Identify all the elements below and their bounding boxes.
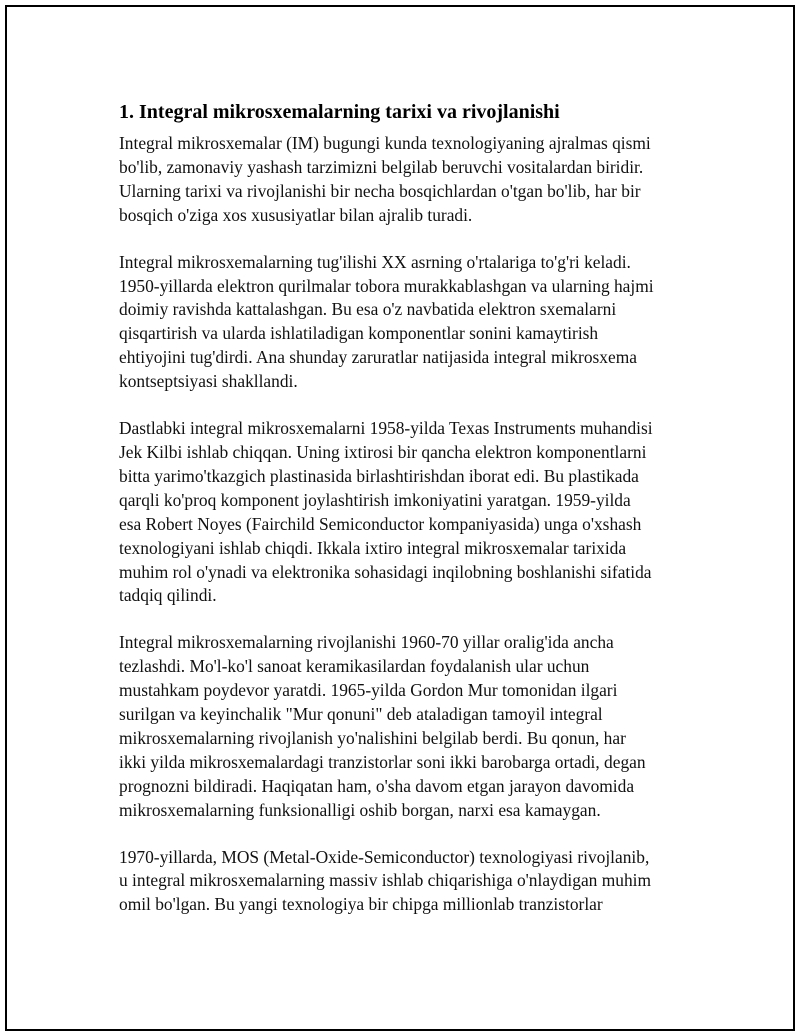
paragraph-development [119, 631, 709, 822]
text-line: doimiy ravishda kattalashgan. Bu esa o'z navbatida elektron sxemalarni [119, 299, 617, 320]
text-line: prognozni bildiradi. Haqiqatan ham, o'sha davom etgan jarayon davomida [119, 775, 635, 796]
text-line: 1970-yillarda, MOS (Metal-Oxide-Semiconductor) texnologiyasi rivojlanib, [119, 846, 650, 867]
text-line: Integral mikrosxemalar (IM) bugungi kunda texnologiyaning ajralmas qismi [119, 133, 651, 153]
text-line: ehtiyojini tug'dirdi. Ana shunday zaruratlar natijasida integral mikrosxema [119, 347, 637, 368]
text-line: Integral mikrosxemalarning tug'ilishi XX asrning o'rtalariga to'g'ri keladi. [119, 251, 631, 272]
text-line: kontseptsiyasi shakllandi. [119, 371, 298, 392]
text-line: Jek Kilbi ishlab chiqqan. Uning ixtirosi bir qancha elektron komponentlarni [119, 441, 647, 462]
text-line: bosqich o'ziga xos xususiyatlar bilan ajralib turadi. [119, 204, 473, 225]
text-line: Dastlabki integral mikrosxemalarni 1958-yilda Texas Instruments muhandisi [119, 418, 653, 439]
text-line: muhim rol o'ynadi va elektronika sohasidagi inqilobning boshlanishi sifatida [119, 561, 652, 582]
section-heading: 1. Integral mikrosxemalarning tarixi va rivojlanishi [119, 101, 560, 123]
text-line: texnologiyani ishlab chiqdi. Ikkala ixtiro integral mikrosxemalar tarixida [119, 537, 627, 558]
text-line: Ularning tarixi va rivojlanishi bir necha bosqichlardan o'tgan bo'lib, har bir [119, 180, 641, 201]
text-line: 1950-yillarda elektron qurilmalar tobora murakkablashgan va ularning hajmi [119, 275, 654, 296]
text-line: Integral mikrosxemalarning rivojlanishi 1960-70 yillar oralig'ida ancha [119, 632, 614, 653]
text-line: tezlashdi. Mo'l-ko'l sanoat keramikasilardan foydalanish ular uchun [119, 656, 590, 677]
paragraph-mos-technology [119, 846, 709, 918]
text-line: mikrosxemalarning rivojlanish yo'nalishini belgilab berdi. Bu qonun, har [119, 727, 626, 748]
text-line: bitta yarimo'tkazgich plastinasida birlashtirishdan iborat edi. Bu plastikada [119, 465, 639, 486]
text-line: u integral mikrosxemalarning massiv ishlab chiqarishiga o'nlaydigan muhim [119, 870, 651, 891]
text-line: mikrosxemalarning funksionalligi oshib borgan, narxi esa kamaygan. [119, 799, 601, 820]
paragraph-first-inventions [119, 417, 709, 608]
text-line: qarqli ko'proq komponent joylashtirish imkoniyatini yaratgan. 1959-yilda [119, 489, 631, 510]
text-line: bo'lib, zamonaviy yashash tarzimizni belgilab beruvchi vositalardan biridir. [119, 156, 644, 177]
paragraph-intro [119, 132, 709, 228]
page-frame [5, 5, 795, 1031]
paragraph-origins [119, 251, 709, 394]
text-line: ikki yilda mikrosxemalardagi tranzistorlar soni ikki barobarga ortadi, degan [119, 751, 646, 772]
document-body [119, 98, 709, 940]
text-line: surilgan va keyinchalik "Mur qonuni" deb ataladigan tamoyil integral [119, 704, 603, 725]
text-line: mustahkam poydevor yaratdi. 1965-yilda Gordon Mur tomonidan ilgari [119, 680, 618, 701]
text-line: omil bo'lgan. Bu yangi texnologiya bir chipga millionlab tranzistorlar [119, 894, 603, 915]
text-line: qisqartirish va ularda ishlatiladigan komponentlar sonini kamaytirish [119, 323, 599, 344]
text-line: tadqiq qilindi. [119, 585, 217, 606]
text-line: esa Robert Noyes (Fairchild Semiconductor kompaniyasida) unga o'xshash [119, 513, 642, 534]
